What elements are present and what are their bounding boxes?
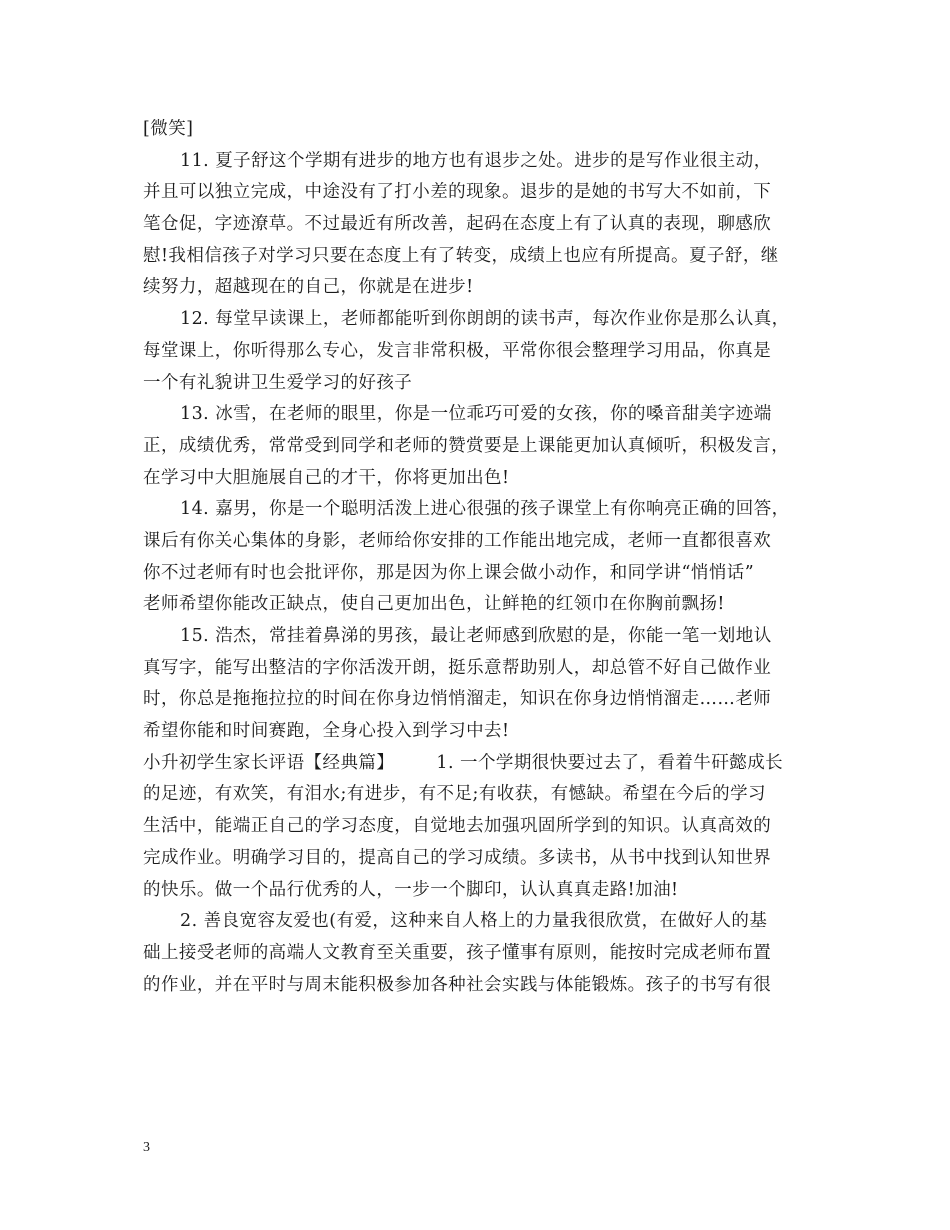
text-line: 在学习中大胆施展自己的才干，你将更加出色! [143, 467, 510, 488]
text-line: 2. 善良宽容友爱也(有爱，这种来自人格上的力量我很欣赏，在做好人的基 [180, 911, 768, 932]
text-line: 完成作业。明确学习目的，提高自己的学习成绩。多读书，从书中找到认知世界 [143, 847, 772, 868]
text-line: 13. 冰雪，在老师的眼里，你是一位乖巧可爱的女孩，你的嗓音甜美字迹端 [180, 404, 772, 425]
page-number: 3 [143, 1140, 150, 1155]
text-line: 14. 嘉男，你是一个聪明活泼上进心很强的孩子课堂上有你响亮正确的回答， [180, 499, 790, 520]
text-line: 时，你总是拖拖拉拉的时间在你身边悄悄溜走，知识在你身边悄悄溜走……老师 [143, 689, 772, 710]
text-line: 11. 夏子舒这个学期有进步的地方也有退步之处。进步的是写作业很主动， [180, 150, 772, 171]
text-line: 老师希望你能改正缺点，使自己更加出色，让鲜艳的红领巾在你胸前飘扬! [143, 594, 725, 615]
text-line: 每堂课上，你听得那么专心，发言非常积极，平常你很会整理学习用品，你真是 [143, 340, 772, 361]
text-line: 你不过老师有时也会批评你，那是因为你上课会做小动作，和同学讲“悄悄话” [143, 562, 755, 583]
text-line: 小升初学生家长评语【经典篇】 1. 一个学期很快要过去了，看着牛矸懿成长 [143, 752, 784, 773]
text-line: 的足迹，有欢笑，有泪水;有进步，有不足;有收获，有憾缺。希望在今后的学习 [143, 784, 766, 805]
text-line: 真写字，能写出整洁的字你活泼开朗，挺乐意帮助别人，却总管不好自己做作业 [143, 657, 772, 678]
text-line: 并且可以独立完成，中途没有了打小差的现象。退步的是她的书写大不如前，下 [143, 182, 772, 203]
text-line: 慰!我相信孩子对学习只要在态度上有了转变，成绩上也应有所提高。夏子舒，继 [143, 245, 779, 266]
text-line: 础上接受老师的高端人文教育至关重要，孩子懂事有原则，能按时完成老师布置 [143, 942, 772, 963]
text-line: 15. 浩杰，常挂着鼻涕的男孩，最让老师感到欣慰的是，你能一笔一划地认 [180, 626, 772, 646]
text-line: 12. 每堂早读课上，老师都能听到你朗朗的读书声，每次作业你是那么认真， [180, 309, 790, 330]
text-line: 正，成绩优秀，常常受到同学和老师的赞赏要是上课能更加认真倾听，积极发言， [143, 435, 790, 456]
text-line: 笔仓促，字迹潦草。不过最近有所改善，起码在态度上有了认真的表现，聊感欣 [143, 214, 772, 235]
text-line: 一个有礼貌讲卫生爱学习的好孩子 [143, 372, 413, 393]
text-line: 的快乐。做一个品行优秀的人，一步一个脚印，认认真真走路!加油! [143, 879, 679, 900]
text-line: 希望你能和时间赛跑，全身心投入到学习中去! [143, 721, 510, 742]
text-line: [微笑] [143, 119, 194, 139]
document-body [143, 114, 823, 1001]
text-line: 生活中，能端正自己的学习态度，自觉地去加强巩固所学到的知识。认真高效的 [143, 816, 772, 837]
text-line: 课后有你关心集体的身影，老师给你安排的工作能出地完成，老师一直都很喜欢 [143, 530, 772, 551]
text-line: 续努力，超越现在的自己，你就是在进步! [143, 277, 474, 298]
text-line: 的作业，并在平时与周末能积极参加各种社会实践与体能锻炼。孩子的书写有很 [143, 974, 772, 995]
